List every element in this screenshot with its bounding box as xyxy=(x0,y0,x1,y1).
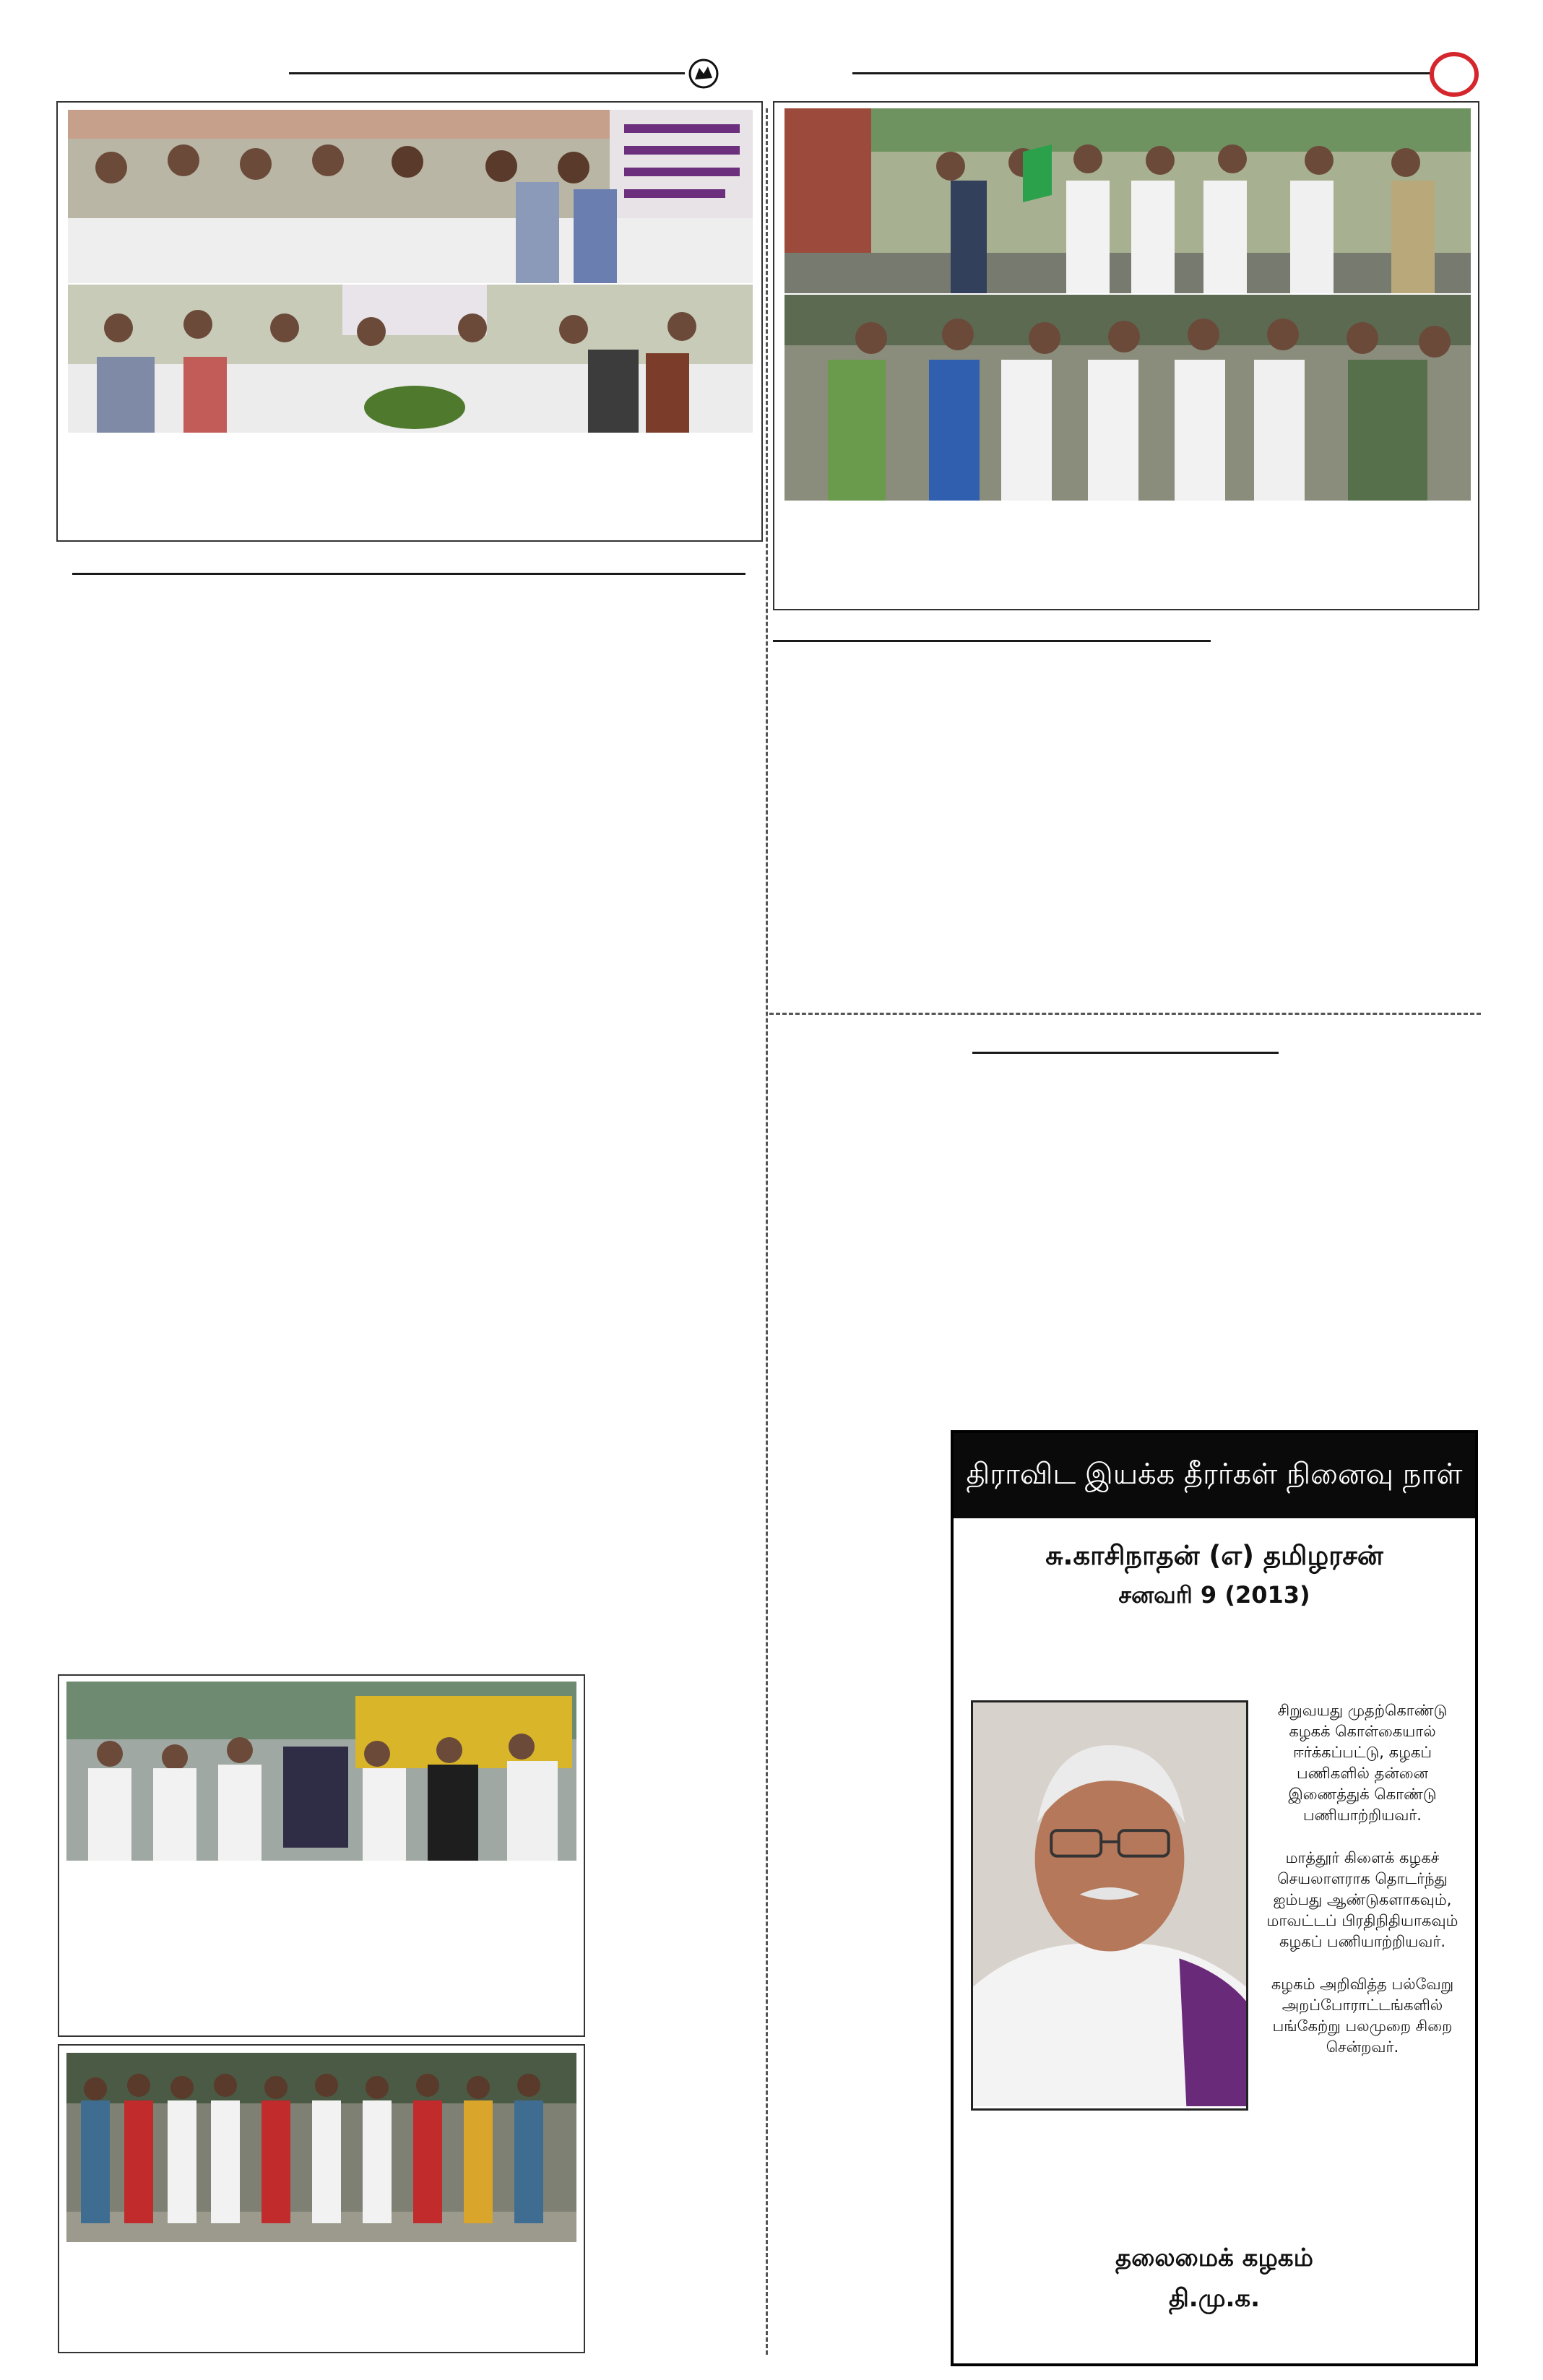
photo-box-bottom-left-1 xyxy=(58,1674,585,2037)
section-rule-right-2 xyxy=(972,1052,1279,1054)
rising-sun-emblem-icon xyxy=(688,58,719,90)
memorial-ad-heading: திராவிட இயக்க தீரர்கள் நினைவு நாள் xyxy=(954,1433,1475,1518)
header-rule-left xyxy=(289,72,685,74)
memorial-ad-date: சனவரி 9 (2013) xyxy=(1118,1581,1310,1609)
section-rule-left xyxy=(72,573,745,575)
header-rule-right xyxy=(852,72,1430,74)
photo-group-cadres xyxy=(66,2053,576,2242)
memorial-ad-name: சு.காசிநாதன் (எ) தமிழரசன் xyxy=(1045,1540,1383,1571)
column-divider xyxy=(766,108,768,2355)
memorial-ad xyxy=(951,1430,1478,2366)
section-rule-right-1 xyxy=(773,640,1211,642)
photo-box-bottom-left-2 xyxy=(58,2044,585,2353)
photo-box-top-left xyxy=(56,101,763,542)
memorial-ad-text xyxy=(1255,1700,1469,2080)
memorial-ad-paragraph: சிறுவயது முதற்கொண்டு கழகக் கொள்கையால் ஈர்க்கப்பட்டு, கழகப் பணிகளில் தன்னை இணைத்துக் கொண்டு பணியாற்றியவர். xyxy=(1277,1702,1448,1824)
section-divider-right xyxy=(769,1013,1481,1015)
photo-school-event xyxy=(68,110,753,283)
memorial-ad-footer-org: தலைமைக் கழகம் xyxy=(1115,2243,1313,2272)
memorial-ad-footer-party: தி.மு.க. xyxy=(1168,2284,1261,2313)
memorial-ad-paragraph: கழகம் அறிவித்த பல்வேறு அறப்போராட்டங்களில் பங்கேற்று பலமுறை சிறை சென்றவர். xyxy=(1271,1976,1454,2056)
photo-sapling-planting xyxy=(68,285,753,433)
photo-plaque-unveiling xyxy=(66,1682,576,1861)
memorial-ad-paragraph: மாத்தூர் கிளைக் கழகச் செயலாளராக தொடர்ந்து ஐம்பது ஆண்டுகளாகவும், மாவட்டப் பிரதிநிதியாகவும் கழகப் பணியாற்றியவர். xyxy=(1266,1849,1458,1950)
memorial-portrait xyxy=(971,1700,1248,2111)
photo-flag-off xyxy=(785,108,1471,293)
photo-inspection xyxy=(785,295,1471,501)
red-circle-icon xyxy=(1429,52,1479,97)
photo-box-top-right xyxy=(773,101,1479,610)
